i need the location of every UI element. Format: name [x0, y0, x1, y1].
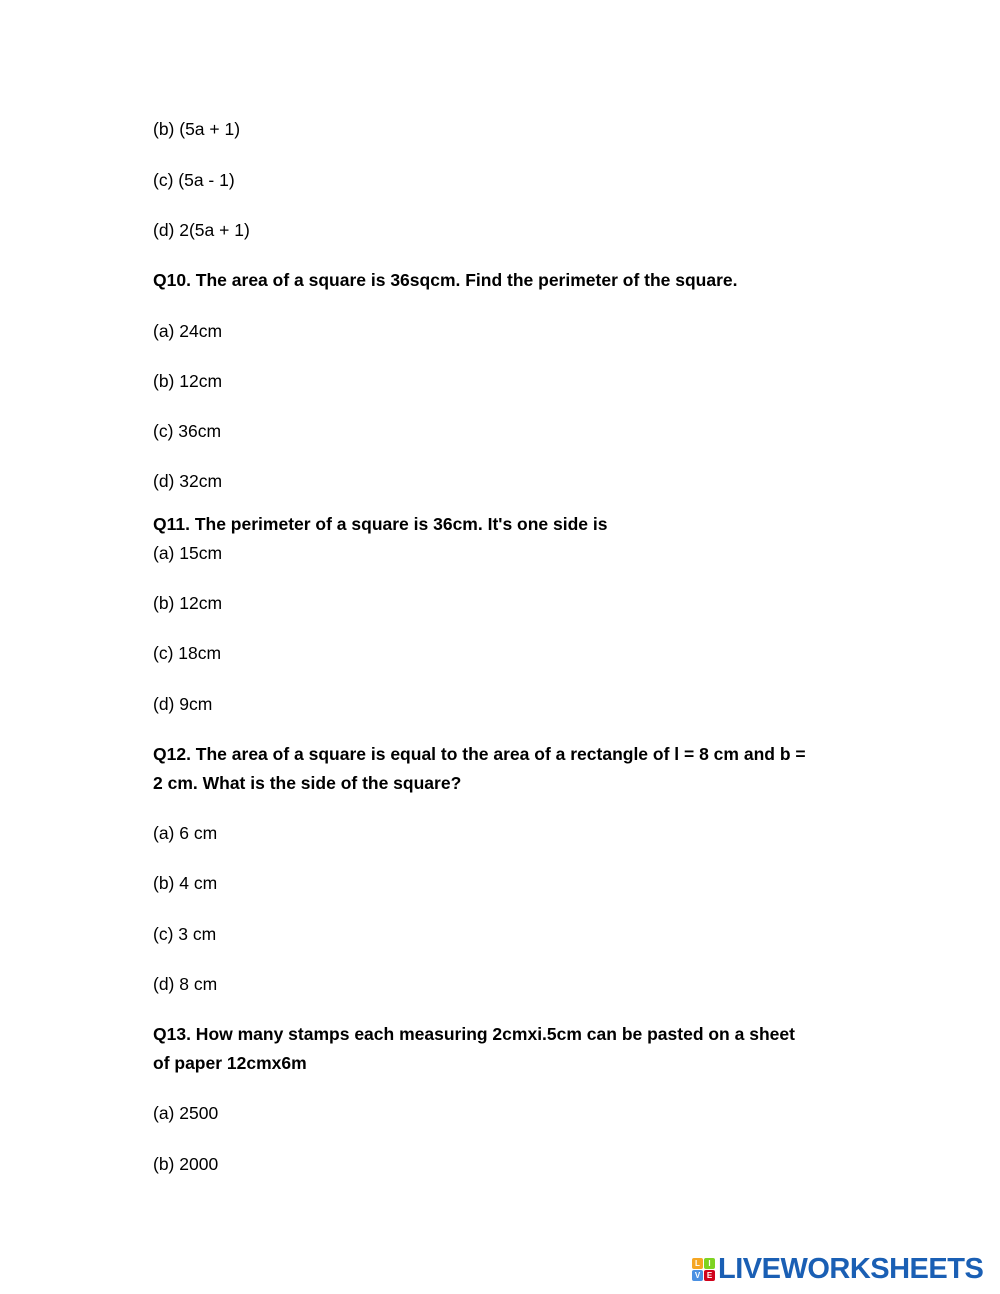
question-q13-continued: of paper 12cmx6m — [153, 1053, 307, 1073]
question-q12-continued: 2 cm. What is the side of the square? — [153, 773, 462, 793]
logo-mark-tile: E — [704, 1270, 715, 1281]
option-line: (d) 9cm — [153, 694, 213, 714]
logo-mark-tile: V — [692, 1270, 703, 1281]
option-line: (b) 12cm — [153, 371, 223, 391]
question-q12: Q12. The area of a square is equal to the area of a rectangle of l = 8 cm and b = — [153, 744, 806, 764]
option-line: (d) 2(5a + 1) — [153, 220, 250, 240]
option-line: (a) 15cm — [153, 543, 223, 563]
option-line: (a) 6 cm — [153, 823, 218, 843]
option-line: (a) 2500 — [153, 1103, 219, 1123]
option-line: (b) 4 cm — [153, 873, 218, 893]
option-line: (b) (5a + 1) — [153, 119, 241, 139]
liveworksheets-logo-text: LIVEWORKSHEETS — [718, 1253, 984, 1285]
option-line: (c) 36cm — [153, 421, 222, 441]
option-line: (c) 18cm — [153, 643, 222, 663]
option-line: (a) 24cm — [153, 321, 223, 341]
logo-mark-tile: L — [692, 1258, 703, 1269]
liveworksheets-logo-icon — [692, 1258, 715, 1281]
option-line: (c) (5a - 1) — [153, 170, 235, 190]
option-line: (d) 32cm — [153, 471, 223, 491]
option-line: (b) 2000 — [153, 1154, 219, 1174]
liveworksheets-logo — [692, 1254, 983, 1284]
question-q13: Q13. How many stamps each measuring 2cmxi.5cm can be pasted on a sheet — [153, 1024, 795, 1044]
logo-mark-tile: I — [704, 1258, 715, 1269]
question-q10: Q10. The area of a square is 36sqcm. Find the perimeter of the square. — [153, 270, 738, 290]
option-line: (c) 3 cm — [153, 924, 217, 944]
option-line: (b) 12cm — [153, 593, 223, 613]
option-line: (d) 8 cm — [153, 974, 218, 994]
question-q11: Q11. The perimeter of a square is 36cm. It's one side is — [153, 514, 608, 534]
